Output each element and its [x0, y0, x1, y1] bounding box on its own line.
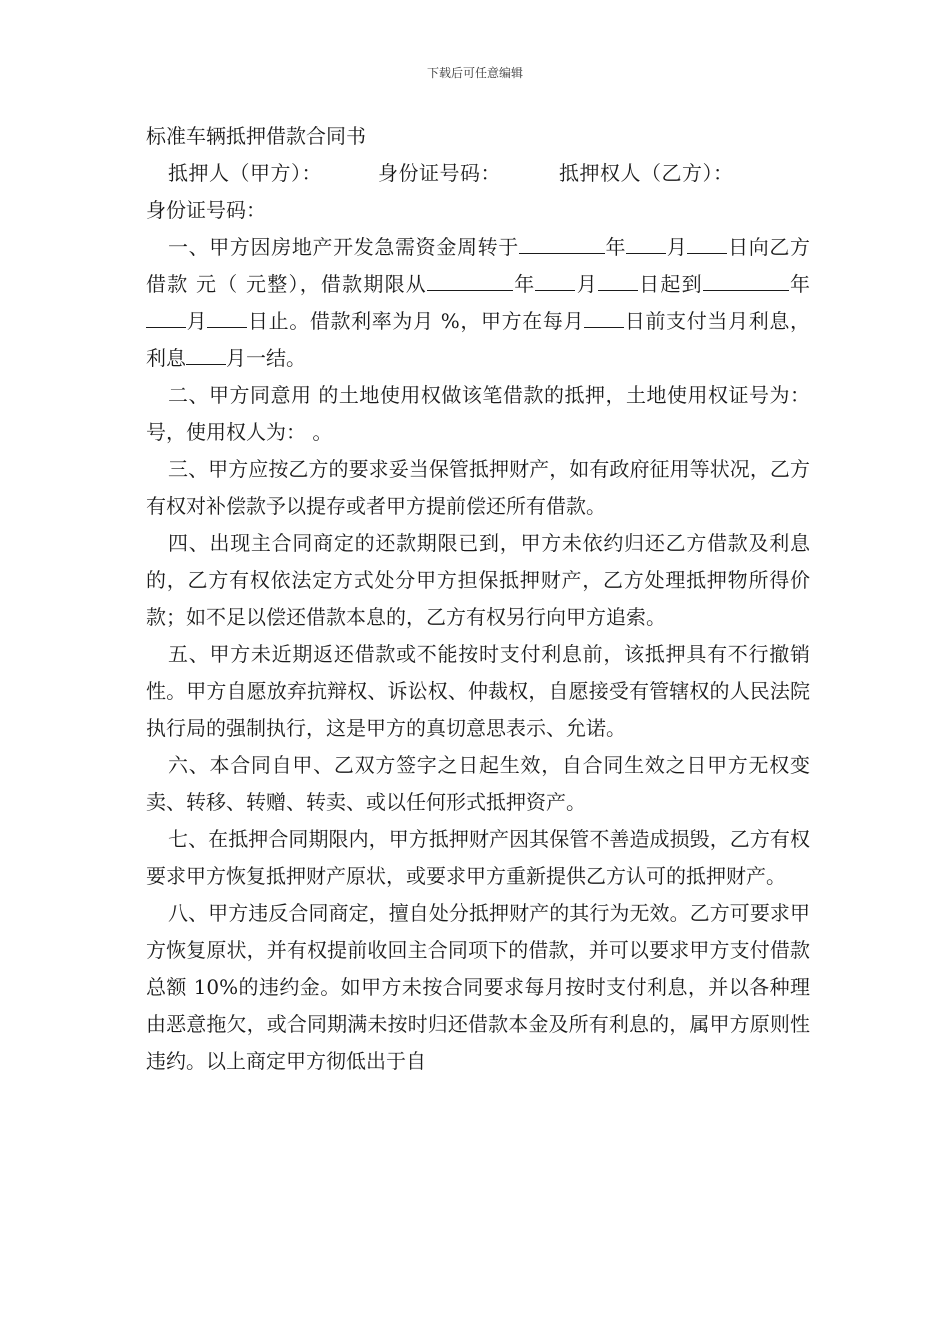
clause-1-month-3: 月 — [186, 309, 208, 333]
clause-1-text-c: 日起到 — [637, 272, 703, 296]
clause-7: 七、在抵押合同期限内，甲方抵押财产因其保管不善造成损毁，乙方有权要求甲方恢复抵押财产原状，或要求甲方重新提供乙方认可的抵押财产。 — [146, 827, 810, 888]
mortgagor-label: 抵押人（甲方）： — [168, 161, 322, 185]
clause-4: 四、出现主合同商定的还款期限已到，甲方未依约归还乙方借款及利息的，乙方有权依法定方式处分甲方担保抵押财产，乙方处理抵押物所得价款；如不足以偿还借款本息的，乙方有权另行向甲方追索。 — [146, 531, 810, 629]
clause-1-month-1: 月 — [666, 235, 688, 259]
blank-day-1[interactable] — [687, 229, 727, 254]
blank-year-1[interactable] — [519, 229, 605, 254]
header-note: 下载后可任意编辑 — [426, 66, 523, 80]
document-title: 标准车辆抵押借款合同书 — [146, 124, 366, 148]
clause-1-text-d: 日止。借款利率为月 %，甲方在每月 — [247, 309, 585, 333]
parties-line — [146, 155, 810, 192]
clause-1-month-2: 月 — [575, 272, 598, 296]
blank-year-3[interactable] — [703, 266, 789, 291]
clause-5: 五、甲方未近期返还借款或不能按时支付利息前，该抵押具有不行撤销性。甲方自愿放弃抗辩权、诉讼权、仲裁权，自愿接受有管辖权的人民法院执行局的强制执行，这是甲方的真切意思表示、允诺。 — [146, 642, 810, 740]
clause-1-text-b: 日向乙方借款 元（ 元整），借款期限从 — [146, 235, 811, 296]
clause-8: 八、甲方违反合同商定，擅自处分抵押财产的其行为无效。乙方可要求甲方恢复原状，并有权提前收回主合同项下的借款，并可以要求甲方支付借款总额 10%的违约金。如甲方未按合同要求每月按时支付利息，并以各种理由恶意拖欠，或合同期满未按时归还借款本金及所有利息的，属甲方原则性违约。以上商定甲方彻低出于自 — [146, 901, 810, 1073]
blank-day-3[interactable] — [207, 303, 247, 328]
id-number-label-b: 身份证号码： — [146, 198, 266, 222]
blank-day-2[interactable] — [598, 266, 638, 291]
id-number-label-a: 身份证号码： — [378, 161, 501, 185]
blank-month-4[interactable] — [186, 340, 226, 365]
mortgagee-label: 抵押权人（乙方）： — [559, 161, 734, 185]
clause-1-text-f: 月一结。 — [226, 346, 306, 370]
clause-1 — [146, 229, 810, 377]
clause-1-year-1: 年 — [604, 235, 627, 259]
blank-day-4[interactable] — [584, 303, 624, 328]
clause-1-year-3: 年 — [788, 272, 811, 296]
clause-3: 三、甲方应按乙方的要求妥当保管抵押财产，如有政府征用等状况，乙方有权对补偿款予以提存或者甲方提前偿还所有借款。 — [146, 457, 810, 518]
blank-month-2[interactable] — [535, 266, 575, 291]
blank-month-3[interactable] — [146, 303, 186, 328]
clause-6: 六、本合同自甲、乙双方签字之日起生效，自合同生效之日甲方无权变卖、转移、转赠、转卖、或以任何形式抵押资产。 — [146, 753, 810, 814]
clause-2: 二、甲方同意用 的土地使用权做该笔借款的抵押，土地使用权证号为： 号，使用权人为： 。 — [146, 383, 810, 444]
clause-1-text-e: 日前支付当月利息，利息 — [146, 309, 810, 370]
clause-1-text-a: 一、甲方因房地产开发急需资金周转于 — [168, 235, 519, 259]
clause-1-year-2: 年 — [513, 272, 536, 296]
document-body — [146, 118, 810, 1080]
blank-year-2[interactable] — [427, 266, 513, 291]
blank-month-1[interactable] — [626, 229, 666, 254]
